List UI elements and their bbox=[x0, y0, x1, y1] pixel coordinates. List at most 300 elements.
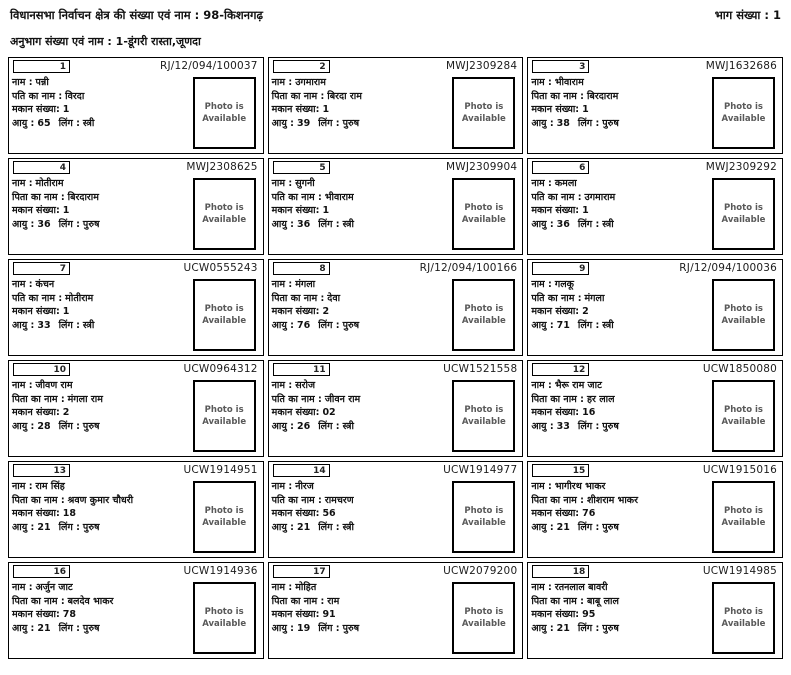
name-line bbox=[531, 379, 717, 393]
photo-text-line1: Photo is bbox=[204, 102, 244, 112]
serial-number: 11 bbox=[313, 365, 326, 375]
photo-text-line1: Photo is bbox=[724, 203, 763, 213]
gender-label: लिंग : bbox=[577, 622, 600, 634]
voter-card bbox=[527, 259, 783, 356]
voter-card bbox=[8, 360, 264, 457]
relation-name: बिरदा राम bbox=[327, 90, 362, 102]
photo-text-line2: Available bbox=[721, 518, 766, 528]
gender-value: स्त्री bbox=[82, 117, 95, 129]
gender-value: स्त्री bbox=[602, 218, 614, 230]
voter-name: गलकू bbox=[554, 279, 574, 290]
house-line bbox=[531, 305, 717, 319]
name-label: नाम : bbox=[12, 582, 33, 593]
voter-fields bbox=[531, 480, 717, 534]
age-gender-line bbox=[12, 622, 198, 636]
relation-line bbox=[12, 595, 198, 609]
voter-card bbox=[527, 461, 783, 558]
voter-name: मंगला bbox=[295, 279, 316, 290]
gender-value: स्त्री bbox=[82, 319, 95, 331]
voter-fields bbox=[272, 76, 458, 130]
age-gender-line bbox=[272, 521, 458, 535]
photo-placeholder bbox=[712, 77, 775, 149]
age-value: 36 bbox=[556, 218, 570, 230]
name-line bbox=[12, 177, 198, 191]
voter-card-header bbox=[531, 60, 778, 75]
house-label: मकान संख्या: bbox=[271, 306, 320, 317]
age-value: 21 bbox=[37, 622, 51, 634]
age-gender-line bbox=[531, 420, 717, 434]
serial-number: 14 bbox=[313, 466, 326, 476]
relation-line bbox=[531, 595, 717, 609]
house-line bbox=[12, 204, 198, 218]
age-label: आयु : bbox=[271, 622, 294, 634]
relation-label: पति का नाम : bbox=[531, 292, 582, 304]
page-header bbox=[0, 0, 791, 49]
voter-card bbox=[8, 57, 264, 154]
house-number: 1 bbox=[582, 104, 589, 115]
name-label: नाम : bbox=[531, 380, 552, 391]
gender-label: लिंग : bbox=[318, 319, 340, 331]
voter-id: MWJ2309284 bbox=[446, 60, 518, 72]
photo-text-line2: Available bbox=[202, 215, 247, 225]
photo-text-line1: Photo is bbox=[724, 506, 763, 516]
voter-name: नीरज bbox=[295, 481, 314, 492]
age-value: 76 bbox=[296, 319, 311, 331]
age-value: 71 bbox=[556, 319, 570, 331]
house-line bbox=[272, 103, 458, 117]
voter-card bbox=[527, 360, 783, 457]
voter-card bbox=[268, 259, 524, 356]
voter-id: RJ/12/094/100036 bbox=[679, 262, 777, 274]
house-label: मकान संख्या: bbox=[531, 508, 580, 519]
voter-fields bbox=[531, 177, 717, 231]
name-label: नाम : bbox=[531, 279, 552, 290]
voter-id: UCW1915016 bbox=[702, 464, 777, 476]
house-number: 91 bbox=[322, 609, 336, 620]
serial-number-box bbox=[273, 565, 330, 578]
photo-placeholder bbox=[193, 582, 256, 654]
age-value: 21 bbox=[37, 521, 51, 533]
name-label: नाम : bbox=[12, 481, 33, 492]
age-gender-line bbox=[272, 420, 458, 434]
name-line bbox=[272, 480, 458, 494]
voter-card-header bbox=[272, 161, 519, 176]
house-number: 1 bbox=[62, 306, 70, 317]
serial-number: 4 bbox=[59, 163, 66, 173]
relation-label: पिता का नाम : bbox=[271, 292, 325, 304]
voter-id: MWJ2308625 bbox=[186, 161, 258, 173]
header-line-2 bbox=[10, 34, 781, 49]
gender-label: लिंग : bbox=[318, 420, 340, 432]
photo-text-line2: Available bbox=[721, 417, 766, 427]
serial-number: 12 bbox=[572, 365, 586, 375]
serial-number: 18 bbox=[572, 567, 586, 577]
name-label: नाम : bbox=[12, 77, 33, 88]
house-line bbox=[12, 305, 198, 319]
voter-fields bbox=[272, 581, 458, 635]
age-label: आयु : bbox=[531, 218, 554, 230]
photo-text-line1: Photo is bbox=[724, 102, 763, 112]
age-gender-line bbox=[272, 622, 458, 636]
voter-fields bbox=[272, 379, 458, 433]
header-line-1 bbox=[10, 8, 781, 23]
house-label: मकान संख्या: bbox=[12, 407, 60, 418]
relation-name: देवा bbox=[327, 292, 341, 304]
voter-name: सरोज bbox=[295, 380, 316, 391]
name-line bbox=[12, 379, 198, 393]
serial-number-box bbox=[13, 363, 70, 376]
age-gender-line bbox=[12, 319, 198, 333]
gender-label: लिंग : bbox=[58, 218, 80, 230]
relation-name: मंगला bbox=[584, 292, 605, 304]
house-label: मकान संख्या: bbox=[531, 205, 580, 216]
age-label: आयु : bbox=[531, 622, 554, 634]
serial-number-box bbox=[532, 565, 589, 578]
name-line bbox=[531, 278, 717, 292]
serial-number: 10 bbox=[53, 365, 66, 375]
photo-placeholder bbox=[193, 380, 256, 452]
name-line bbox=[12, 480, 198, 494]
age-gender-line bbox=[531, 218, 717, 232]
house-line bbox=[272, 204, 458, 218]
serial-number-box bbox=[532, 161, 589, 174]
voter-card bbox=[8, 259, 264, 356]
age-label: आयु : bbox=[271, 218, 294, 230]
age-value: 19 bbox=[296, 622, 311, 634]
house-line bbox=[531, 608, 717, 622]
age-value: 33 bbox=[556, 420, 570, 432]
age-gender-line bbox=[531, 622, 717, 636]
age-label: आयु : bbox=[12, 420, 35, 432]
age-label: आयु : bbox=[12, 117, 35, 129]
relation-name: श्रवण कुमार चौधरी bbox=[67, 494, 134, 506]
voter-name: अर्जुन जाट bbox=[35, 582, 73, 593]
gender-label: लिंग : bbox=[58, 521, 80, 533]
age-gender-line bbox=[12, 420, 198, 434]
relation-line bbox=[531, 90, 717, 104]
photo-placeholder bbox=[452, 380, 515, 452]
gender-value: पुरुष bbox=[602, 622, 619, 634]
photo-text-line1: Photo is bbox=[204, 304, 244, 314]
voter-fields bbox=[531, 76, 717, 130]
photo-placeholder bbox=[452, 77, 515, 149]
gender-label: लिंग : bbox=[58, 117, 80, 129]
gender-value: स्त्री bbox=[342, 218, 354, 230]
serial-number-box bbox=[13, 60, 70, 73]
voter-id: MWJ2309904 bbox=[446, 161, 518, 173]
house-number: 95 bbox=[582, 609, 596, 620]
voter-id: MWJ1632686 bbox=[705, 60, 777, 72]
voter-card-header bbox=[531, 262, 778, 277]
relation-name: उगमाराम bbox=[584, 191, 616, 203]
serial-number-box bbox=[13, 464, 70, 477]
photo-text-line2: Available bbox=[721, 215, 766, 225]
house-number: 1 bbox=[582, 205, 589, 216]
serial-number: 1 bbox=[59, 62, 66, 72]
serial-number: 3 bbox=[579, 62, 586, 72]
age-label: आयु : bbox=[12, 521, 35, 533]
relation-label: पिता का नाम : bbox=[12, 393, 65, 405]
photo-text-line2: Available bbox=[721, 619, 766, 629]
voter-name: सुगनी bbox=[295, 178, 315, 189]
serial-number-box bbox=[13, 262, 70, 275]
photo-placeholder bbox=[712, 178, 775, 250]
gender-label: लिंग : bbox=[58, 420, 80, 432]
relation-name: हर लाल bbox=[586, 393, 615, 405]
voter-card-header bbox=[12, 464, 259, 479]
voter-name: राम सिंह bbox=[35, 481, 65, 492]
house-line bbox=[531, 406, 717, 420]
name-label: नाम : bbox=[531, 178, 552, 189]
gender-label: लिंग : bbox=[577, 117, 600, 129]
age-value: 21 bbox=[556, 622, 570, 634]
serial-number-box bbox=[13, 161, 70, 174]
voter-id: UCW1914951 bbox=[183, 464, 258, 476]
voter-card bbox=[8, 158, 264, 255]
photo-text-line1: Photo is bbox=[464, 304, 504, 314]
name-label: नाम : bbox=[271, 380, 293, 391]
gender-label: लिंग : bbox=[318, 622, 340, 634]
voter-fields bbox=[272, 177, 458, 231]
age-value: 21 bbox=[296, 521, 311, 533]
name-line bbox=[531, 581, 717, 595]
age-label: आयु : bbox=[12, 218, 35, 230]
age-value: 26 bbox=[296, 420, 311, 432]
voter-id: UCW1914985 bbox=[702, 565, 777, 577]
relation-label: पति का नाम : bbox=[271, 191, 322, 203]
house-number: 2 bbox=[322, 306, 330, 317]
photo-text-line1: Photo is bbox=[724, 607, 763, 617]
voter-card-header bbox=[12, 262, 259, 277]
gender-value: पुरुष bbox=[342, 117, 360, 129]
house-line bbox=[12, 507, 198, 521]
voter-card-grid bbox=[8, 57, 783, 659]
gender-value: पुरुष bbox=[82, 218, 100, 230]
gender-label: लिंग : bbox=[577, 420, 600, 432]
house-line bbox=[531, 204, 717, 218]
photo-placeholder bbox=[452, 481, 515, 553]
serial-number: 9 bbox=[579, 264, 586, 274]
house-line bbox=[272, 406, 458, 420]
name-label: नाम : bbox=[531, 77, 552, 88]
photo-text-line1: Photo is bbox=[724, 405, 763, 415]
house-line bbox=[12, 608, 198, 622]
relation-line bbox=[12, 292, 198, 306]
house-number: 1 bbox=[322, 205, 330, 216]
photo-text-line2: Available bbox=[461, 417, 506, 427]
relation-line bbox=[531, 191, 717, 205]
serial-number-box bbox=[532, 464, 589, 477]
gender-value: स्त्री bbox=[342, 521, 354, 533]
photo-text-line1: Photo is bbox=[724, 304, 763, 314]
gender-label: लिंग : bbox=[577, 521, 600, 533]
voter-id: UCW1521558 bbox=[443, 363, 518, 375]
photo-text-line2: Available bbox=[202, 518, 247, 528]
age-value: 21 bbox=[556, 521, 570, 533]
serial-number: 8 bbox=[319, 264, 326, 274]
age-label: आयु : bbox=[271, 117, 294, 129]
gender-value: पुरुष bbox=[602, 420, 619, 432]
photo-text-line1: Photo is bbox=[204, 506, 244, 516]
serial-number-box bbox=[273, 60, 330, 73]
relation-label: पति का नाम : bbox=[271, 393, 322, 405]
house-label: मकान संख्या: bbox=[12, 609, 60, 620]
relation-name: बिरदाराम bbox=[67, 191, 99, 203]
gender-value: पुरुष bbox=[602, 117, 619, 129]
voter-card-header bbox=[272, 464, 519, 479]
photo-text-line2: Available bbox=[461, 518, 506, 528]
house-label: मकान संख्या: bbox=[271, 407, 320, 418]
serial-number-box bbox=[532, 363, 589, 376]
photo-text-line1: Photo is bbox=[464, 506, 504, 516]
serial-number-box bbox=[273, 363, 330, 376]
photo-text-line2: Available bbox=[202, 417, 247, 427]
house-number: 1 bbox=[62, 205, 70, 216]
relation-label: पति का नाम : bbox=[271, 494, 322, 506]
relation-line bbox=[272, 494, 458, 508]
name-label: नाम : bbox=[12, 279, 33, 290]
house-line bbox=[12, 103, 198, 117]
house-label: मकान संख्या: bbox=[531, 306, 580, 317]
house-number: 1 bbox=[322, 104, 330, 115]
name-line bbox=[12, 278, 198, 292]
relation-label: पिता का नाम : bbox=[531, 494, 584, 506]
voter-card bbox=[268, 562, 524, 659]
serial-number: 2 bbox=[319, 62, 326, 72]
photo-text-line1: Photo is bbox=[464, 607, 504, 617]
voter-card-header bbox=[531, 363, 778, 378]
photo-text-line1: Photo is bbox=[464, 405, 504, 415]
gender-value: पुरुष bbox=[82, 622, 100, 634]
voter-fields bbox=[272, 278, 458, 332]
serial-number: 6 bbox=[579, 163, 586, 173]
relation-line bbox=[272, 595, 458, 609]
house-number: 1 bbox=[62, 104, 70, 115]
house-label: मकान संख्या: bbox=[271, 609, 320, 620]
relation-line bbox=[272, 292, 458, 306]
relation-label: पिता का नाम : bbox=[271, 595, 325, 607]
constituency-title: विधानसभा निर्वाचन क्षेत्र की संख्या एवं नाम : 98-किशनगढ़ bbox=[10, 8, 263, 22]
photo-placeholder bbox=[193, 279, 256, 351]
voter-card-header bbox=[531, 161, 778, 176]
age-gender-line bbox=[272, 117, 458, 131]
relation-label: पति का नाम : bbox=[12, 292, 63, 304]
voter-card-header bbox=[531, 565, 778, 580]
relation-line bbox=[531, 393, 717, 407]
age-value: 65 bbox=[37, 117, 51, 129]
serial-number: 16 bbox=[53, 567, 66, 577]
house-label: मकान संख्या: bbox=[12, 205, 60, 216]
house-number: 76 bbox=[582, 508, 596, 519]
gender-label: लिंग : bbox=[58, 319, 80, 331]
relation-line bbox=[272, 191, 458, 205]
house-label: मकान संख्या: bbox=[12, 508, 60, 519]
relation-line bbox=[12, 191, 198, 205]
serial-number-box bbox=[273, 464, 330, 477]
gender-value: पुरुष bbox=[82, 420, 100, 432]
voter-name: भीवाराम bbox=[554, 77, 584, 88]
voter-card-header bbox=[272, 565, 519, 580]
house-number: 56 bbox=[322, 508, 336, 519]
name-line bbox=[272, 379, 458, 393]
photo-text-line1: Photo is bbox=[464, 203, 504, 213]
house-label: मकान संख्या: bbox=[12, 104, 60, 115]
voter-card-header bbox=[12, 565, 259, 580]
age-gender-line bbox=[12, 521, 198, 535]
voter-name: कमला bbox=[554, 178, 577, 189]
house-label: मकान संख्या: bbox=[531, 609, 580, 620]
house-number: 18 bbox=[62, 508, 77, 519]
age-value: 33 bbox=[37, 319, 51, 331]
photo-text-line2: Available bbox=[721, 114, 766, 124]
photo-placeholder bbox=[193, 178, 256, 250]
serial-number: 17 bbox=[313, 567, 326, 577]
name-label: नाम : bbox=[271, 582, 293, 593]
photo-text-line2: Available bbox=[202, 114, 247, 124]
voter-card-header bbox=[272, 363, 519, 378]
photo-text-line1: Photo is bbox=[204, 607, 244, 617]
name-line bbox=[272, 177, 458, 191]
voter-fields bbox=[12, 76, 198, 130]
voter-card bbox=[527, 57, 783, 154]
name-label: नाम : bbox=[531, 481, 552, 492]
voter-card-header bbox=[12, 363, 259, 378]
house-line bbox=[272, 608, 458, 622]
gender-label: लिंग : bbox=[577, 218, 600, 230]
gender-label: लिंग : bbox=[318, 117, 340, 129]
voter-card-header bbox=[272, 262, 519, 277]
photo-placeholder bbox=[452, 178, 515, 250]
photo-placeholder bbox=[193, 481, 256, 553]
voter-fields bbox=[12, 177, 198, 231]
photo-text-line2: Available bbox=[202, 619, 247, 629]
photo-placeholder bbox=[712, 380, 775, 452]
photo-placeholder bbox=[712, 481, 775, 553]
age-label: आयु : bbox=[531, 420, 554, 432]
age-gender-line bbox=[272, 319, 458, 333]
name-line bbox=[531, 177, 717, 191]
gender-label: लिंग : bbox=[58, 622, 80, 634]
gender-label: लिंग : bbox=[577, 319, 600, 331]
voter-name: मोतीराम bbox=[35, 178, 64, 189]
age-value: 28 bbox=[37, 420, 51, 432]
house-label: मकान संख्या: bbox=[531, 104, 580, 115]
name-label: नाम : bbox=[271, 178, 293, 189]
voter-fields bbox=[272, 480, 458, 534]
relation-name: रामचरण bbox=[324, 494, 354, 506]
age-label: आयु : bbox=[271, 319, 294, 331]
photo-placeholder bbox=[712, 582, 775, 654]
voter-id: UCW2079200 bbox=[443, 565, 518, 577]
serial-number: 7 bbox=[59, 264, 66, 274]
house-number: 2 bbox=[582, 306, 589, 317]
relation-label: पिता का नाम : bbox=[271, 90, 325, 102]
voter-name: जीवण राम bbox=[35, 380, 73, 391]
name-label: नाम : bbox=[271, 481, 293, 492]
age-value: 38 bbox=[556, 117, 570, 129]
voter-card bbox=[527, 562, 783, 659]
relation-label: पिता का नाम : bbox=[12, 595, 65, 607]
voter-card-header bbox=[12, 60, 259, 75]
voter-card bbox=[268, 461, 524, 558]
part-number: भाग संख्या : 1 bbox=[714, 8, 781, 22]
relation-label: पिता का नाम : bbox=[12, 494, 65, 506]
relation-name: मोतीराम bbox=[65, 292, 94, 304]
voter-id: UCW1850080 bbox=[702, 363, 777, 375]
gender-value: स्त्री bbox=[602, 319, 614, 331]
voter-name: भागीरथ भाकर bbox=[554, 481, 606, 492]
age-gender-line bbox=[531, 117, 717, 131]
